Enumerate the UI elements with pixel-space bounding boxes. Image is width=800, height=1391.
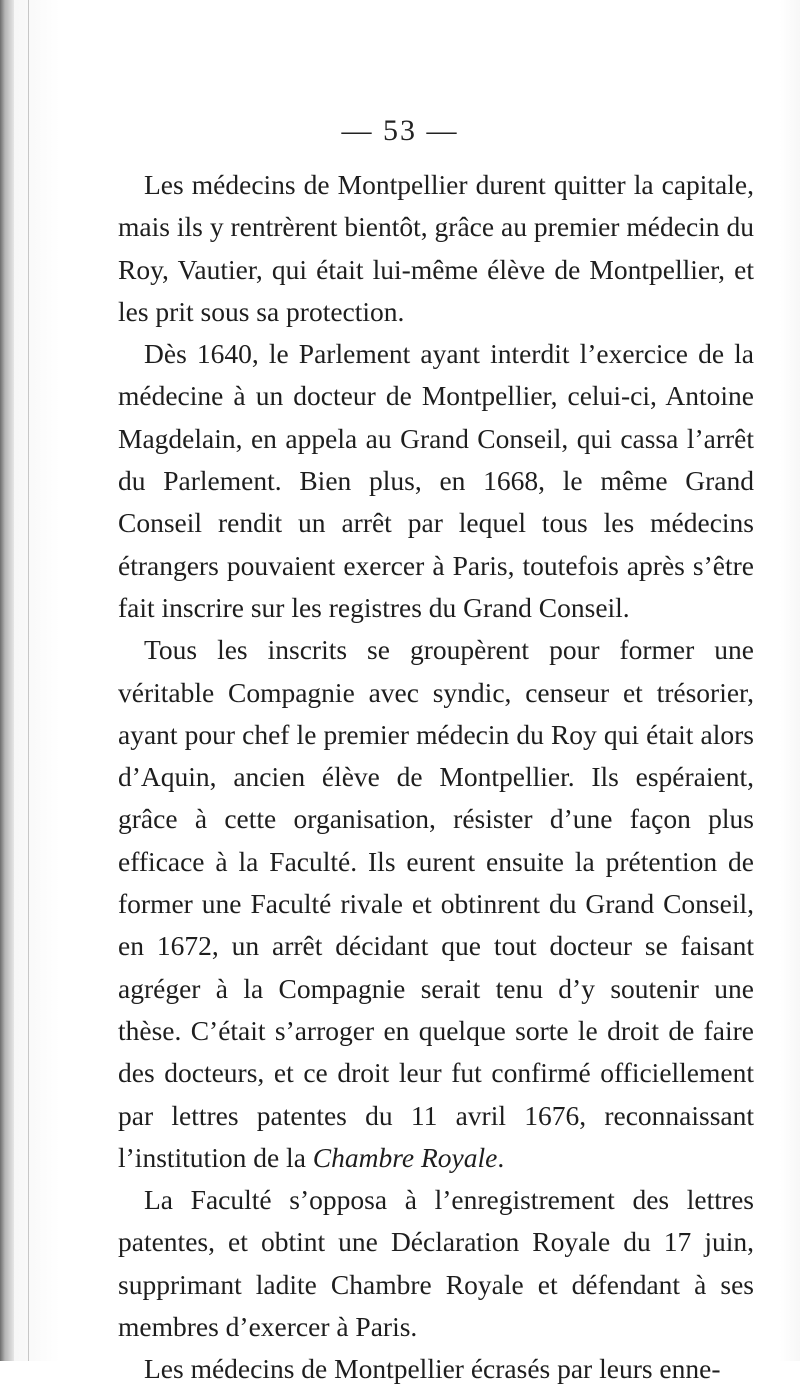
paragraph-1: Les médecins de Montpellier durent quitter la capitale, mais ils y rentrèrent bientôt, grâce au premier médecin du Roy, Vautier, qui était lui-même élève de Montpellier, et les prit sous sa protection.: [118, 169, 754, 327]
text-block: [118, 164, 754, 1391]
binding-line: [28, 0, 29, 1361]
paragraph-2: Dès 1640, le Parlement ayant interdit l’exercice de la médecine à un docteur de Montpellier, celui-ci, Antoine Magdelain, en appela au Grand Conseil, qui cassa l’arrêt du Parlement. Bien plus, en 1668, le même Grand Conseil rendit un arrêt par lequel tous les médecins étrangers pouvaient exercer à Paris, toutefois après s’être fait inscrire sur les registres du Grand Conseil.: [118, 338, 754, 623]
paragraph-3-end: .: [497, 1141, 505, 1173]
binding-shadow: [0, 0, 14, 1361]
paragraph-4: La Faculté s’opposa à l’enregistrement des lettres patentes, et obtint une Déclaration Royale du 17 juin, supprimant ladite Chambre Royale et défendant à ses membres d’exercer à Paris.: [118, 1184, 754, 1343]
paragraph-5: Les médecins de Montpellier écrasés par leurs enne-: [144, 1353, 721, 1385]
paragraph-3-italic: Chambre Royale: [312, 1141, 498, 1173]
paragraph-3: [118, 629, 754, 1179]
page-number: — 53 —: [341, 114, 459, 147]
paragraph-3-text: Tous les inscrits se groupèrent pour former une véritable Compagnie avec syndic, censeur et trésorier, ayant pour chef le premier médecin du Roy qui était alors d’Aquin, ancien élève de Montpellier. Ils espéraient, grâce à cette organisation, résister d’une façon plus efficace à la Faculté. Ils eurent ensuite la prétention de former une Faculté rivale et obtinrent du Grand Conseil, en 1672, un arrêt décidant que tout docteur se faisant agréger à la Compagnie serait tenu d’y soutenir une thèse. C’était s’arroger en quelque sorte le droit de faire des docteurs, et ce droit leur fut confirmé officiellement par lettres patentes du 11 avril 1676, reconnaissant l’institution de la: [118, 634, 754, 1173]
